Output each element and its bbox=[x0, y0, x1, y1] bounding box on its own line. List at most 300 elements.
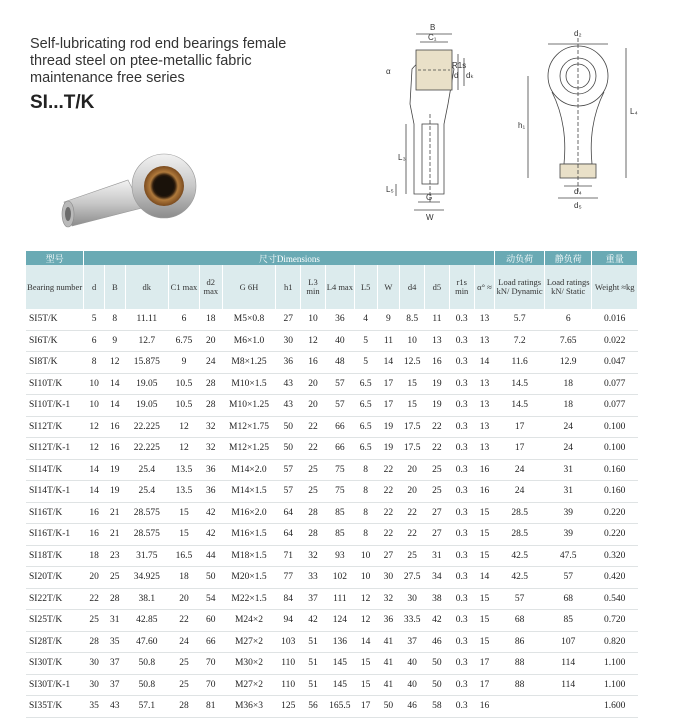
dim-r1s: R1s bbox=[452, 61, 467, 70]
table-cell: 42.5 bbox=[511, 550, 528, 561]
table-cell: M6×1.0 bbox=[233, 335, 265, 346]
table-cell: 16 bbox=[479, 486, 490, 497]
bearing-number-cell: SI35T/K bbox=[29, 701, 63, 712]
table-cell: 28 bbox=[308, 529, 318, 540]
table-cell: 111 bbox=[333, 593, 347, 604]
table-cell: 28 bbox=[206, 400, 216, 411]
table-cell: 36 bbox=[206, 464, 216, 475]
table-cell: 20 bbox=[179, 593, 189, 604]
table-cell: 13 bbox=[479, 443, 490, 454]
table-cell: 22 bbox=[308, 421, 318, 432]
group-dimensions: 尺寸Dimensions bbox=[84, 251, 495, 265]
table-cell: 40 bbox=[407, 679, 417, 690]
table-cell: 0.3 bbox=[455, 421, 468, 432]
table-cell: 13 bbox=[479, 378, 490, 389]
table-cell: 1.600 bbox=[604, 701, 626, 712]
bearing-number-cell: SI18T/K bbox=[29, 550, 63, 561]
table-cell: 16 bbox=[89, 507, 99, 518]
dim-h1: h₁ bbox=[518, 121, 526, 130]
table-cell: 5 bbox=[91, 314, 97, 325]
col-header: Weight ≈kg bbox=[592, 265, 638, 309]
table-cell: 30 bbox=[383, 572, 394, 583]
group-dynamic: 动负荷 bbox=[495, 251, 545, 265]
table-cell: 88 bbox=[514, 679, 525, 690]
bearing-number-cell: SI20T/K bbox=[29, 572, 63, 583]
table-cell: 18 bbox=[206, 314, 216, 325]
col-header: r1s min bbox=[449, 265, 474, 309]
table-cell: 17.5 bbox=[403, 421, 421, 432]
bearing-number-cell: SI28T/K bbox=[29, 636, 63, 647]
dim-d: d bbox=[454, 71, 459, 80]
table-cell: 24 bbox=[514, 486, 525, 497]
dim-C1: C₁ bbox=[428, 33, 437, 42]
table-cell: 0.3 bbox=[455, 486, 468, 497]
table-cell: 28.5 bbox=[511, 529, 528, 540]
table-row bbox=[26, 631, 638, 653]
table-cell: 34 bbox=[432, 572, 442, 583]
table-cell: 51 bbox=[308, 679, 318, 690]
table-cell: 71 bbox=[283, 550, 293, 561]
col-header: W bbox=[377, 265, 400, 309]
table-cell: M10×1.25 bbox=[229, 400, 269, 411]
table-cell: 42 bbox=[206, 507, 216, 518]
dim-d5: d₅ bbox=[574, 201, 582, 210]
table-cell: 22 bbox=[407, 507, 417, 518]
table-cell: 11 bbox=[432, 314, 442, 325]
table-cell: 0.3 bbox=[455, 357, 468, 368]
table-cell: 25.4 bbox=[138, 464, 156, 475]
table-cell: 27 bbox=[283, 314, 293, 325]
table-cell: 24 bbox=[514, 464, 525, 475]
table-cell: 0.047 bbox=[604, 357, 626, 368]
table-cell: 11.6 bbox=[511, 357, 528, 368]
bearing-number-cell: SI14T/K bbox=[29, 464, 63, 475]
table-cell: 10 bbox=[89, 400, 99, 411]
table-cell: 57 bbox=[283, 486, 293, 497]
table-cell: 35 bbox=[110, 636, 120, 647]
table-cell: 12 bbox=[89, 421, 99, 432]
table-cell: 0.3 bbox=[455, 400, 468, 411]
table-cell: 66 bbox=[206, 636, 216, 647]
table-cell: 17 bbox=[479, 658, 490, 669]
table-cell: 6.5 bbox=[359, 421, 372, 432]
table-cell: 31 bbox=[563, 486, 573, 497]
table-cell: 0.720 bbox=[604, 615, 626, 626]
table-row bbox=[26, 481, 638, 503]
table-cell: 0.016 bbox=[604, 314, 626, 325]
table-cell: 25 bbox=[89, 615, 99, 626]
title-line-3: maintenance free series bbox=[30, 70, 185, 86]
table-cell: 15 bbox=[479, 615, 490, 626]
table-cell: 66 bbox=[335, 421, 345, 432]
table-cell: 14 bbox=[110, 400, 120, 411]
table-cell: 43 bbox=[283, 378, 293, 389]
bearing-number-cell: SI16T/K bbox=[29, 507, 63, 518]
table-cell: 8 bbox=[363, 486, 369, 497]
table-row bbox=[26, 567, 638, 589]
table-cell: 0.320 bbox=[604, 550, 626, 561]
table-cell: 0.220 bbox=[604, 507, 626, 518]
table-cell: 0.3 bbox=[455, 443, 468, 454]
table-cell: 50 bbox=[283, 421, 293, 432]
table-cell: 17 bbox=[514, 421, 525, 432]
table-cell: 27.5 bbox=[403, 572, 421, 583]
table-cell: 15.875 bbox=[133, 357, 160, 368]
table-cell: 5 bbox=[363, 357, 369, 368]
table-cell: 56 bbox=[308, 701, 318, 712]
table-cell: 21 bbox=[110, 507, 120, 518]
table-cell: 22 bbox=[407, 529, 417, 540]
table-cell: 10 bbox=[360, 572, 371, 583]
table-cell: M12×1.25 bbox=[229, 443, 269, 454]
table-cell: 81 bbox=[206, 701, 216, 712]
table-cell: 0.3 bbox=[455, 636, 468, 647]
table-cell: 124 bbox=[332, 615, 347, 626]
table-cell: 0.077 bbox=[604, 400, 626, 411]
table-cell: 6 bbox=[565, 314, 571, 325]
table-cell: 22 bbox=[383, 507, 394, 518]
table-cell: 14.5 bbox=[511, 378, 528, 389]
table-cell: 0.3 bbox=[455, 507, 468, 518]
table-cell: M27×2 bbox=[234, 636, 264, 647]
table-cell: 35 bbox=[89, 701, 99, 712]
table-cell: 10 bbox=[407, 335, 417, 346]
table-cell: 50 bbox=[383, 701, 394, 712]
col-header: Load ratings kN/ Dynamic bbox=[495, 265, 545, 309]
table-cell: 110 bbox=[281, 679, 296, 690]
table-cell: 46 bbox=[407, 701, 417, 712]
table-cell: 21 bbox=[110, 529, 120, 540]
table-cell: 16 bbox=[110, 443, 120, 454]
table-cell: M14×2.0 bbox=[231, 464, 267, 475]
table-cell: 0.540 bbox=[604, 593, 626, 604]
table-cell: 17.5 bbox=[403, 443, 421, 454]
bearing-number-cell: SI10T/K-1 bbox=[29, 400, 71, 411]
table-cell: 15 bbox=[479, 507, 490, 518]
col-header: α° ≈ bbox=[474, 265, 495, 309]
col-header: L4 max bbox=[325, 265, 354, 309]
table-cell: 42 bbox=[432, 615, 442, 626]
table-cell: 36 bbox=[335, 314, 345, 325]
col-header: dk bbox=[125, 265, 168, 309]
dim-W: W bbox=[426, 213, 434, 222]
table-row bbox=[26, 545, 638, 567]
dim-d4: d₄ bbox=[574, 187, 582, 196]
table-cell: 15 bbox=[479, 529, 490, 540]
table-cell: 30 bbox=[407, 593, 417, 604]
table-cell: 102 bbox=[332, 572, 347, 583]
table-cell: 15 bbox=[479, 550, 490, 561]
bearing-number-cell: SI16T/K-1 bbox=[29, 529, 71, 540]
table-cell: 0.100 bbox=[604, 443, 626, 454]
col-header: B bbox=[104, 265, 125, 309]
table-cell: 30 bbox=[89, 679, 99, 690]
table-cell: 6.5 bbox=[359, 443, 372, 454]
table-cell: 8 bbox=[91, 357, 97, 368]
table-cell: 107 bbox=[561, 636, 576, 647]
table-cell: 36 bbox=[206, 486, 216, 497]
table-cell: 28.575 bbox=[133, 507, 160, 518]
table-cell: 57 bbox=[283, 464, 293, 475]
dim-alpha: α bbox=[386, 67, 391, 76]
table-cell: 51 bbox=[308, 636, 318, 647]
table-cell: 25 bbox=[432, 464, 442, 475]
table-cell: 50 bbox=[432, 679, 442, 690]
table-cell: 19 bbox=[110, 464, 120, 475]
table-cell: 25 bbox=[308, 464, 318, 475]
bearing-number-cell: SI22T/K bbox=[29, 593, 63, 604]
table-cell: 110 bbox=[281, 658, 296, 669]
table-cell: 0.160 bbox=[604, 464, 626, 475]
table-cell: 15 bbox=[179, 507, 189, 518]
table-row bbox=[26, 653, 638, 675]
table-cell: 57.1 bbox=[138, 701, 156, 712]
table-cell: 50.8 bbox=[138, 658, 156, 669]
table-cell: 16 bbox=[479, 701, 490, 712]
table-cell: 25 bbox=[432, 486, 442, 497]
table-cell: 145 bbox=[332, 658, 347, 669]
table-cell: 22 bbox=[308, 443, 318, 454]
table-cell: M36×3 bbox=[234, 701, 264, 712]
dim-G: G bbox=[426, 193, 433, 202]
table-cell: 27 bbox=[383, 550, 394, 561]
table-cell: 10.5 bbox=[175, 400, 193, 411]
bearing-number-cell: SI10T/K bbox=[29, 378, 63, 389]
table-cell bbox=[544, 696, 592, 718]
table-cell: M16×2.0 bbox=[231, 507, 267, 518]
table-cell: 64 bbox=[283, 529, 293, 540]
table-cell: 5 bbox=[363, 335, 369, 346]
table-cell: 15 bbox=[479, 593, 490, 604]
table-row bbox=[26, 309, 638, 330]
table-cell: 32 bbox=[206, 443, 216, 454]
table-cell: 37 bbox=[407, 636, 417, 647]
table-cell: 22 bbox=[383, 529, 394, 540]
table-cell: 16 bbox=[308, 357, 318, 368]
table-cell: 11.11 bbox=[136, 314, 158, 325]
table-cell: 16 bbox=[110, 421, 120, 432]
table-cell: 22 bbox=[432, 443, 442, 454]
table-cell: M24×2 bbox=[234, 615, 264, 626]
table-cell: 85 bbox=[563, 615, 573, 626]
table-cell: 0.3 bbox=[455, 658, 468, 669]
table-cell: 28 bbox=[308, 507, 318, 518]
table-cell: 25 bbox=[110, 572, 120, 583]
table-cell: 25 bbox=[407, 550, 417, 561]
table-cell: 10 bbox=[89, 378, 99, 389]
table-cell: 18 bbox=[89, 550, 99, 561]
table-cell: 7.2 bbox=[513, 335, 526, 346]
dim-B: B bbox=[430, 23, 436, 32]
table-cell: 27 bbox=[432, 507, 442, 518]
dim-dk: dₖ bbox=[466, 71, 474, 80]
table-cell: 50 bbox=[432, 658, 442, 669]
table-cell: 39 bbox=[563, 529, 573, 540]
group-weight: 重量 bbox=[592, 251, 638, 265]
table-cell: 24 bbox=[179, 636, 189, 647]
title-line-1: Self-lubricating rod end bearings female bbox=[30, 36, 287, 52]
table-cell: 15 bbox=[407, 378, 417, 389]
table-cell: 24 bbox=[563, 421, 573, 432]
table-cell: 14 bbox=[360, 636, 371, 647]
table-cell: 47.5 bbox=[559, 550, 577, 561]
table-cell: 28 bbox=[89, 636, 99, 647]
table-cell: 57 bbox=[563, 572, 573, 583]
table-cell: 8 bbox=[363, 464, 369, 475]
table-cell: 31 bbox=[432, 550, 442, 561]
table-row bbox=[26, 588, 638, 610]
table-cell: 13.5 bbox=[175, 486, 193, 497]
table-cell: 86 bbox=[514, 636, 525, 647]
group-model: 型号 bbox=[26, 251, 84, 265]
dim-d2: d₂ bbox=[574, 29, 582, 38]
table-cell: 20 bbox=[407, 464, 417, 475]
table-cell: 10 bbox=[360, 550, 371, 561]
table-cell: 0.3 bbox=[455, 529, 468, 540]
table-cell: 14 bbox=[110, 378, 120, 389]
table-cell: 20 bbox=[308, 378, 318, 389]
table-cell: 23 bbox=[110, 550, 120, 561]
table-cell: 13 bbox=[432, 335, 442, 346]
table-cell: 38 bbox=[432, 593, 442, 604]
col-header: d2 max bbox=[199, 265, 222, 309]
table-cell: 0.3 bbox=[455, 314, 468, 325]
col-header: L5 bbox=[354, 265, 377, 309]
table-cell: 88 bbox=[514, 658, 525, 669]
table-cell: 15 bbox=[407, 400, 417, 411]
table-cell: 15 bbox=[179, 529, 189, 540]
table-cell: 28 bbox=[206, 378, 216, 389]
table-cell: 42.5 bbox=[511, 572, 528, 583]
table-cell: 125 bbox=[281, 701, 296, 712]
table-cell: M20×1.5 bbox=[231, 572, 267, 583]
table-cell: 0.420 bbox=[604, 572, 626, 583]
table-cell: 14.5 bbox=[511, 400, 528, 411]
table-cell: 85 bbox=[335, 507, 345, 518]
table-cell: 58 bbox=[432, 701, 442, 712]
table-cell: M10×1.5 bbox=[231, 378, 267, 389]
table-cell: 46 bbox=[432, 636, 442, 647]
bearing-number-cell: SI12T/K bbox=[29, 421, 63, 432]
table-cell: 22 bbox=[89, 593, 99, 604]
table-cell: 14 bbox=[383, 357, 394, 368]
table-cell: 41 bbox=[383, 636, 394, 647]
table-row bbox=[26, 459, 638, 481]
table-cell: 16 bbox=[479, 464, 490, 475]
table-cell: 20 bbox=[206, 335, 216, 346]
table-cell: 0.3 bbox=[455, 464, 468, 475]
table-row bbox=[26, 416, 638, 438]
table-cell: 13 bbox=[479, 314, 490, 325]
table-cell: 94 bbox=[283, 615, 293, 626]
table-cell: 0.820 bbox=[604, 636, 626, 647]
table-cell: 31 bbox=[563, 464, 573, 475]
table-cell: 32 bbox=[206, 421, 216, 432]
table-cell: 0.3 bbox=[455, 335, 468, 346]
table-cell: 13 bbox=[479, 421, 490, 432]
bearing-number-cell: SI25T/K bbox=[29, 615, 63, 626]
table-cell: 93 bbox=[335, 550, 345, 561]
table-cell: 33.5 bbox=[403, 615, 421, 626]
col-header: d bbox=[84, 265, 105, 309]
table-cell: 15 bbox=[360, 658, 371, 669]
table-cell: 15 bbox=[479, 636, 490, 647]
table-cell: 57 bbox=[335, 378, 345, 389]
table-cell: 51 bbox=[308, 658, 318, 669]
table-cell: 50.8 bbox=[138, 679, 156, 690]
col-header: h1 bbox=[276, 265, 301, 309]
table-cell: 66 bbox=[335, 443, 345, 454]
table-cell: 12.7 bbox=[138, 335, 156, 346]
table-cell: 25 bbox=[179, 679, 189, 690]
product-photo bbox=[58, 150, 208, 240]
table-cell: M16×1.5 bbox=[231, 529, 267, 540]
table-cell: 1.100 bbox=[604, 679, 626, 690]
group-header-row bbox=[26, 251, 638, 265]
table-cell: 12 bbox=[179, 443, 189, 454]
table-cell: 44 bbox=[206, 550, 216, 561]
table-cell: 24 bbox=[206, 357, 216, 368]
table-cell: 0.3 bbox=[455, 701, 468, 712]
table-cell: 11 bbox=[383, 335, 393, 346]
table-cell: 0.160 bbox=[604, 486, 626, 497]
table-cell: 37 bbox=[308, 593, 318, 604]
table-row bbox=[26, 438, 638, 460]
table-cell: M18×1.5 bbox=[231, 550, 267, 561]
table-cell: 114 bbox=[561, 679, 576, 690]
dim-L5: L₅ bbox=[386, 185, 394, 194]
table-cell: 22.225 bbox=[133, 421, 160, 432]
table-cell: 17 bbox=[479, 679, 490, 690]
table-cell: 0.220 bbox=[604, 529, 626, 540]
table-cell: 18 bbox=[563, 400, 573, 411]
table-cell: 13.5 bbox=[175, 464, 193, 475]
table-cell: 20 bbox=[308, 400, 318, 411]
table-cell: 22 bbox=[179, 615, 189, 626]
table-cell: 31 bbox=[110, 615, 120, 626]
table-cell: 27 bbox=[432, 529, 442, 540]
table-row bbox=[26, 352, 638, 374]
table-cell: 68 bbox=[563, 593, 573, 604]
title-line-2: thread steel on ptee-metallic fabric bbox=[30, 53, 252, 69]
table-cell: 28 bbox=[179, 701, 189, 712]
dim-L4: L₄ bbox=[630, 107, 638, 116]
table-cell: 32 bbox=[383, 593, 394, 604]
table-cell: 9 bbox=[386, 314, 391, 325]
table-cell: 10 bbox=[308, 314, 318, 325]
table-cell: 18 bbox=[563, 378, 573, 389]
table-cell: 19 bbox=[432, 378, 442, 389]
table-cell: 13 bbox=[479, 400, 490, 411]
table-cell: 103 bbox=[281, 636, 296, 647]
table-cell: 77 bbox=[283, 572, 293, 583]
bearing-number-cell: SI30T/K bbox=[29, 658, 63, 669]
table-cell: 19 bbox=[383, 421, 394, 432]
table-cell: 17 bbox=[383, 400, 394, 411]
table-cell: 47.60 bbox=[136, 636, 158, 647]
table-row bbox=[26, 610, 638, 632]
dim-L3: L₃ bbox=[398, 153, 406, 162]
table-cell: 48 bbox=[335, 357, 345, 368]
table-cell: 165.5 bbox=[329, 701, 351, 712]
table-cell: 12.5 bbox=[403, 357, 421, 368]
table-cell: 0.3 bbox=[455, 572, 468, 583]
table-cell: 38.1 bbox=[138, 593, 156, 604]
table-cell: 6 bbox=[181, 314, 187, 325]
table-cell: 85 bbox=[335, 529, 345, 540]
table-cell: 0.3 bbox=[455, 679, 468, 690]
col-header: d4 bbox=[400, 265, 425, 309]
